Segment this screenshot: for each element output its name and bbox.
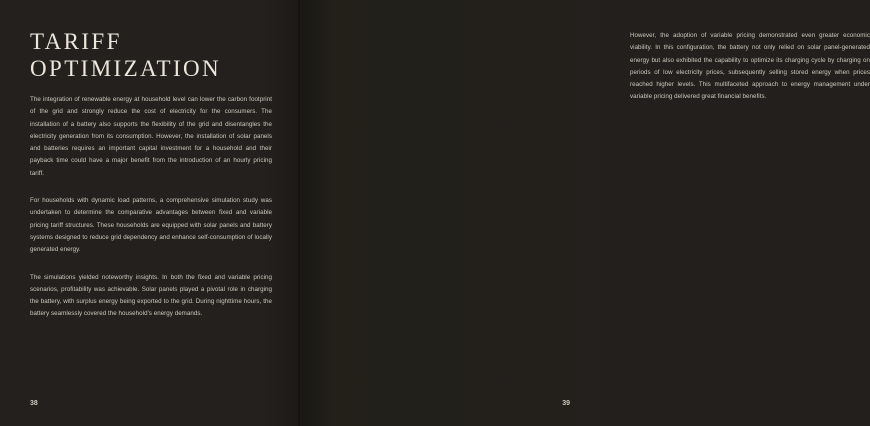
- left-page: [0, 0, 300, 426]
- left-body-text: [30, 94, 272, 336]
- title-line-1: TARIFF: [30, 29, 122, 54]
- paragraph: The simulations yielded noteworthy insights. In both the fixed and variable pricing scenarios, profitability was achievable. Solar panels played a pivotal role in charging the battery, with surplus energy being exported to the grid. During nighttime hours, the battery seamlessly covered the household's energy demands.: [30, 273, 272, 318]
- page-number-left: 38: [30, 400, 38, 407]
- page-title: [30, 28, 221, 82]
- right-body-text: [630, 30, 870, 119]
- page-number-right: 39: [562, 400, 570, 407]
- right-page: [300, 0, 870, 426]
- paragraph: However, the adoption of variable pricing demonstrated even greater economic viability. In this configuration, the battery not only relied on solar panel-generated energy but also exhibited the capability to optimize its charging cycle by charging on periods of low electricity prices, subsequently selling stored energy when prices reached higher levels. This multifaceted approach to energy management under variable pricing delivered great financial benefits.: [630, 32, 870, 101]
- paragraph: For households with dynamic load patterns, a comprehensive simulation study was undertaken to determine the comparative advantages between fixed and variable pricing tariff structures. These households are equipped with solar panels and battery systems designed to reduce grid dependency and enhance self-consumption of locally generated energy.: [30, 197, 272, 254]
- paragraph: The integration of renewable energy at household level can lower the carbon footprint of the grid and strongly reduce the cost of electricity for the consumers. The installation of a battery also supports the flexibility of the grid and disentangles the electricity generation from its consumption. However, the installation of solar panels and batteries requires an important capital investment for a household and their payback time could have a major benefit from the introduction of an hourly pricing tariff.: [30, 96, 272, 177]
- title-line-2: OPTIMIZATION: [30, 56, 222, 81]
